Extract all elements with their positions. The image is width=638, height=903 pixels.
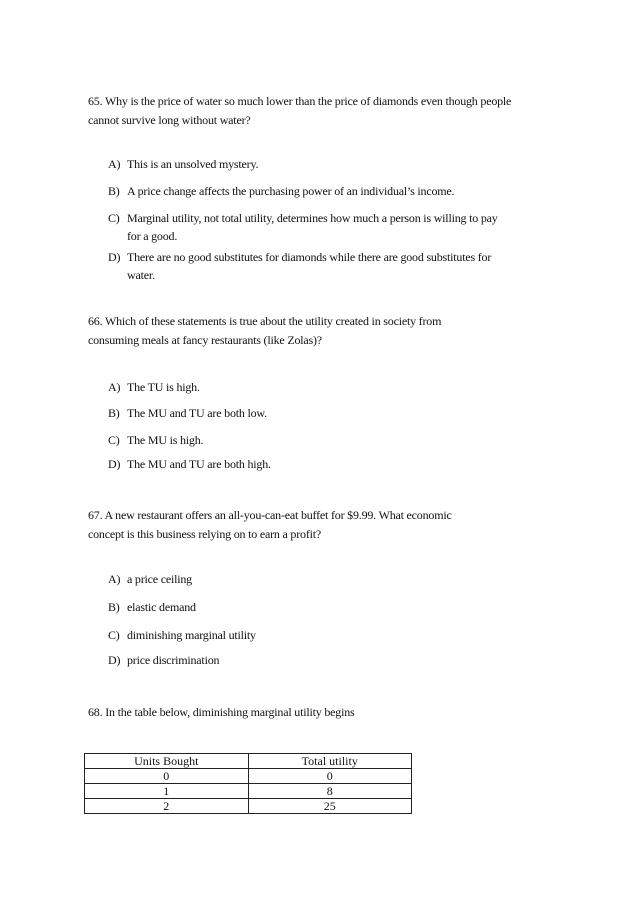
table-row bbox=[85, 784, 412, 799]
table-cell: 0 bbox=[248, 769, 412, 784]
table-cell: 25 bbox=[248, 799, 412, 814]
option-text: Marginal utility, not total utility, determines how much a person is willing to pay bbox=[127, 211, 498, 225]
option-text: The MU is high. bbox=[127, 433, 204, 447]
option-text: a price ceiling bbox=[127, 572, 192, 586]
option-label: A) bbox=[108, 380, 121, 394]
option-label: A) bbox=[108, 572, 121, 586]
table-cell: 1 bbox=[85, 784, 249, 799]
option-label: D) bbox=[108, 653, 121, 667]
option-label: B) bbox=[108, 600, 120, 614]
option-text: The MU and TU are both high. bbox=[127, 457, 271, 471]
table-header-total-utility: Total utility bbox=[248, 754, 412, 769]
q66-option-a bbox=[108, 378, 563, 396]
question-65-line-2: cannot survive long without water? bbox=[88, 113, 251, 127]
q65-option-d bbox=[108, 248, 563, 284]
table-cell: 2 bbox=[85, 799, 249, 814]
q65-option-b bbox=[108, 182, 563, 200]
option-text: elastic demand bbox=[127, 600, 196, 614]
question-67-line-1: 67. A new restaurant offers an all-you-can-eat buffet for $9.99. What economic bbox=[88, 508, 452, 522]
option-text: diminishing marginal utility bbox=[127, 628, 256, 642]
question-68-text: 68. In the table below, diminishing marginal utility begins bbox=[88, 705, 355, 719]
question-67 bbox=[88, 506, 568, 544]
option-text: price discrimination bbox=[127, 653, 220, 667]
question-66-line-1: 66. Which of these statements is true about the utility created in society from bbox=[88, 314, 442, 328]
q66-option-b bbox=[108, 404, 563, 422]
q65-option-a bbox=[108, 155, 563, 173]
option-label: D) bbox=[108, 457, 121, 471]
table-header-row bbox=[85, 754, 412, 769]
option-label: A) bbox=[108, 157, 121, 171]
q67-option-a bbox=[108, 570, 563, 588]
table-row bbox=[85, 799, 412, 814]
option-text: The TU is high. bbox=[127, 380, 200, 394]
option-text-continued: water. bbox=[127, 268, 155, 282]
option-label: B) bbox=[108, 184, 120, 198]
option-label: C) bbox=[108, 628, 120, 642]
question-67-line-2: concept is this business relying on to earn a profit? bbox=[88, 527, 322, 541]
q67-option-b bbox=[108, 598, 563, 616]
option-text-continued: for a good. bbox=[127, 229, 178, 243]
table-cell: 0 bbox=[85, 769, 249, 784]
option-label: C) bbox=[108, 433, 120, 447]
table-header-units: Units Bought bbox=[85, 754, 249, 769]
option-text: There are no good substitutes for diamonds while there are good substitutes for bbox=[127, 250, 492, 264]
option-label: D) bbox=[108, 250, 121, 264]
utility-table bbox=[84, 753, 412, 814]
q67-option-d bbox=[108, 651, 563, 669]
table-row bbox=[85, 769, 412, 784]
question-66-line-2: consuming meals at fancy restaurants (like Zolas)? bbox=[88, 333, 322, 347]
question-68 bbox=[88, 703, 568, 722]
q65-option-c bbox=[108, 209, 563, 245]
option-label: C) bbox=[108, 211, 120, 225]
question-66 bbox=[88, 312, 568, 350]
question-65-line-1: 65. Why is the price of water so much lower than the price of diamonds even though people bbox=[88, 94, 512, 108]
option-text: This is an unsolved mystery. bbox=[127, 157, 259, 171]
table-cell: 8 bbox=[248, 784, 412, 799]
q66-option-d bbox=[108, 455, 563, 473]
option-label: B) bbox=[108, 406, 120, 420]
option-text: A price change affects the purchasing power of an individual’s income. bbox=[127, 184, 455, 198]
q67-option-c bbox=[108, 626, 563, 644]
option-text: The MU and TU are both low. bbox=[127, 406, 267, 420]
q66-option-c bbox=[108, 431, 563, 449]
question-65 bbox=[88, 92, 568, 130]
